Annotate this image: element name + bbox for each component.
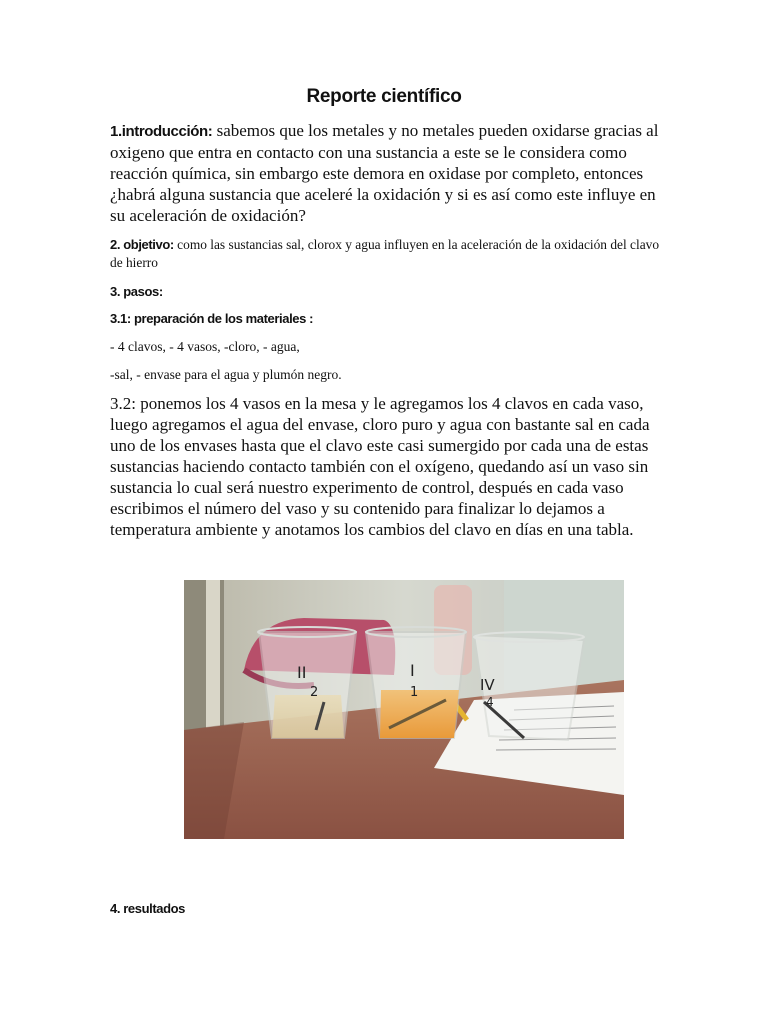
cup-number-1: 1 <box>410 685 419 700</box>
introduction-label: 1.introducción: <box>110 123 213 140</box>
results-heading: 4. resultados <box>110 901 185 916</box>
steps-heading: 3. pasos: <box>110 284 163 299</box>
objective-label: 2. objetivo: <box>110 237 174 252</box>
objective-text: como las sustancias sal, clorox y agua influyen en la aceleración de la oxidación del clavo de hierro <box>110 237 660 270</box>
objective-paragraph <box>110 236 670 272</box>
step-3-2-paragraph: 3.2: ponemos los 4 vasos en la mesa y le agregamos los 4 clavos en cada vaso, luego agregamos el agua del envase, cloro puro y agua con bastante sal en cada uno de los envases hasta que el clavo este casi sumergido por cada una de estas sustancias haciendo contacto también con el oxígeno, quedando así un vaso sin sustancia lo cual será nuestro experimento de control, después en cada vaso escribimos el número del vaso y su contenido para finalizar lo dejamos a temperatura ambiente y anotamos los cambios del clavo en días en una tabla. <box>110 394 650 539</box>
step-3-1-heading: 3.1: preparación de los materiales : <box>110 311 314 326</box>
page-title: Reporte científico <box>306 86 462 107</box>
experiment-photo <box>184 580 624 839</box>
cup-number-2: 2 <box>310 685 319 700</box>
cup-label-iv: IV <box>480 676 495 694</box>
introduction-paragraph <box>110 120 670 226</box>
cup-number-4: 4 <box>486 695 494 709</box>
cup-label-ii: II <box>297 663 307 682</box>
materials-line-1: - 4 clavos, - 4 vasos, -cloro, - agua, <box>110 339 300 354</box>
introduction-text: sabemos que los metales y no metales pueden oxidarse gracias al oxigeno que entra en contacto con una sustancia a este se le considera como reacción química, sin embargo este demora en oxidase por completo, entonces ¿habrá alguna sustancia que aceleré la oxidación y si es así como este influye en su aceleración de oxidación? <box>110 121 659 225</box>
cup-label-i: I <box>410 661 415 680</box>
materials-line-2: -sal, - envase para el agua y plumón negro. <box>110 367 342 382</box>
